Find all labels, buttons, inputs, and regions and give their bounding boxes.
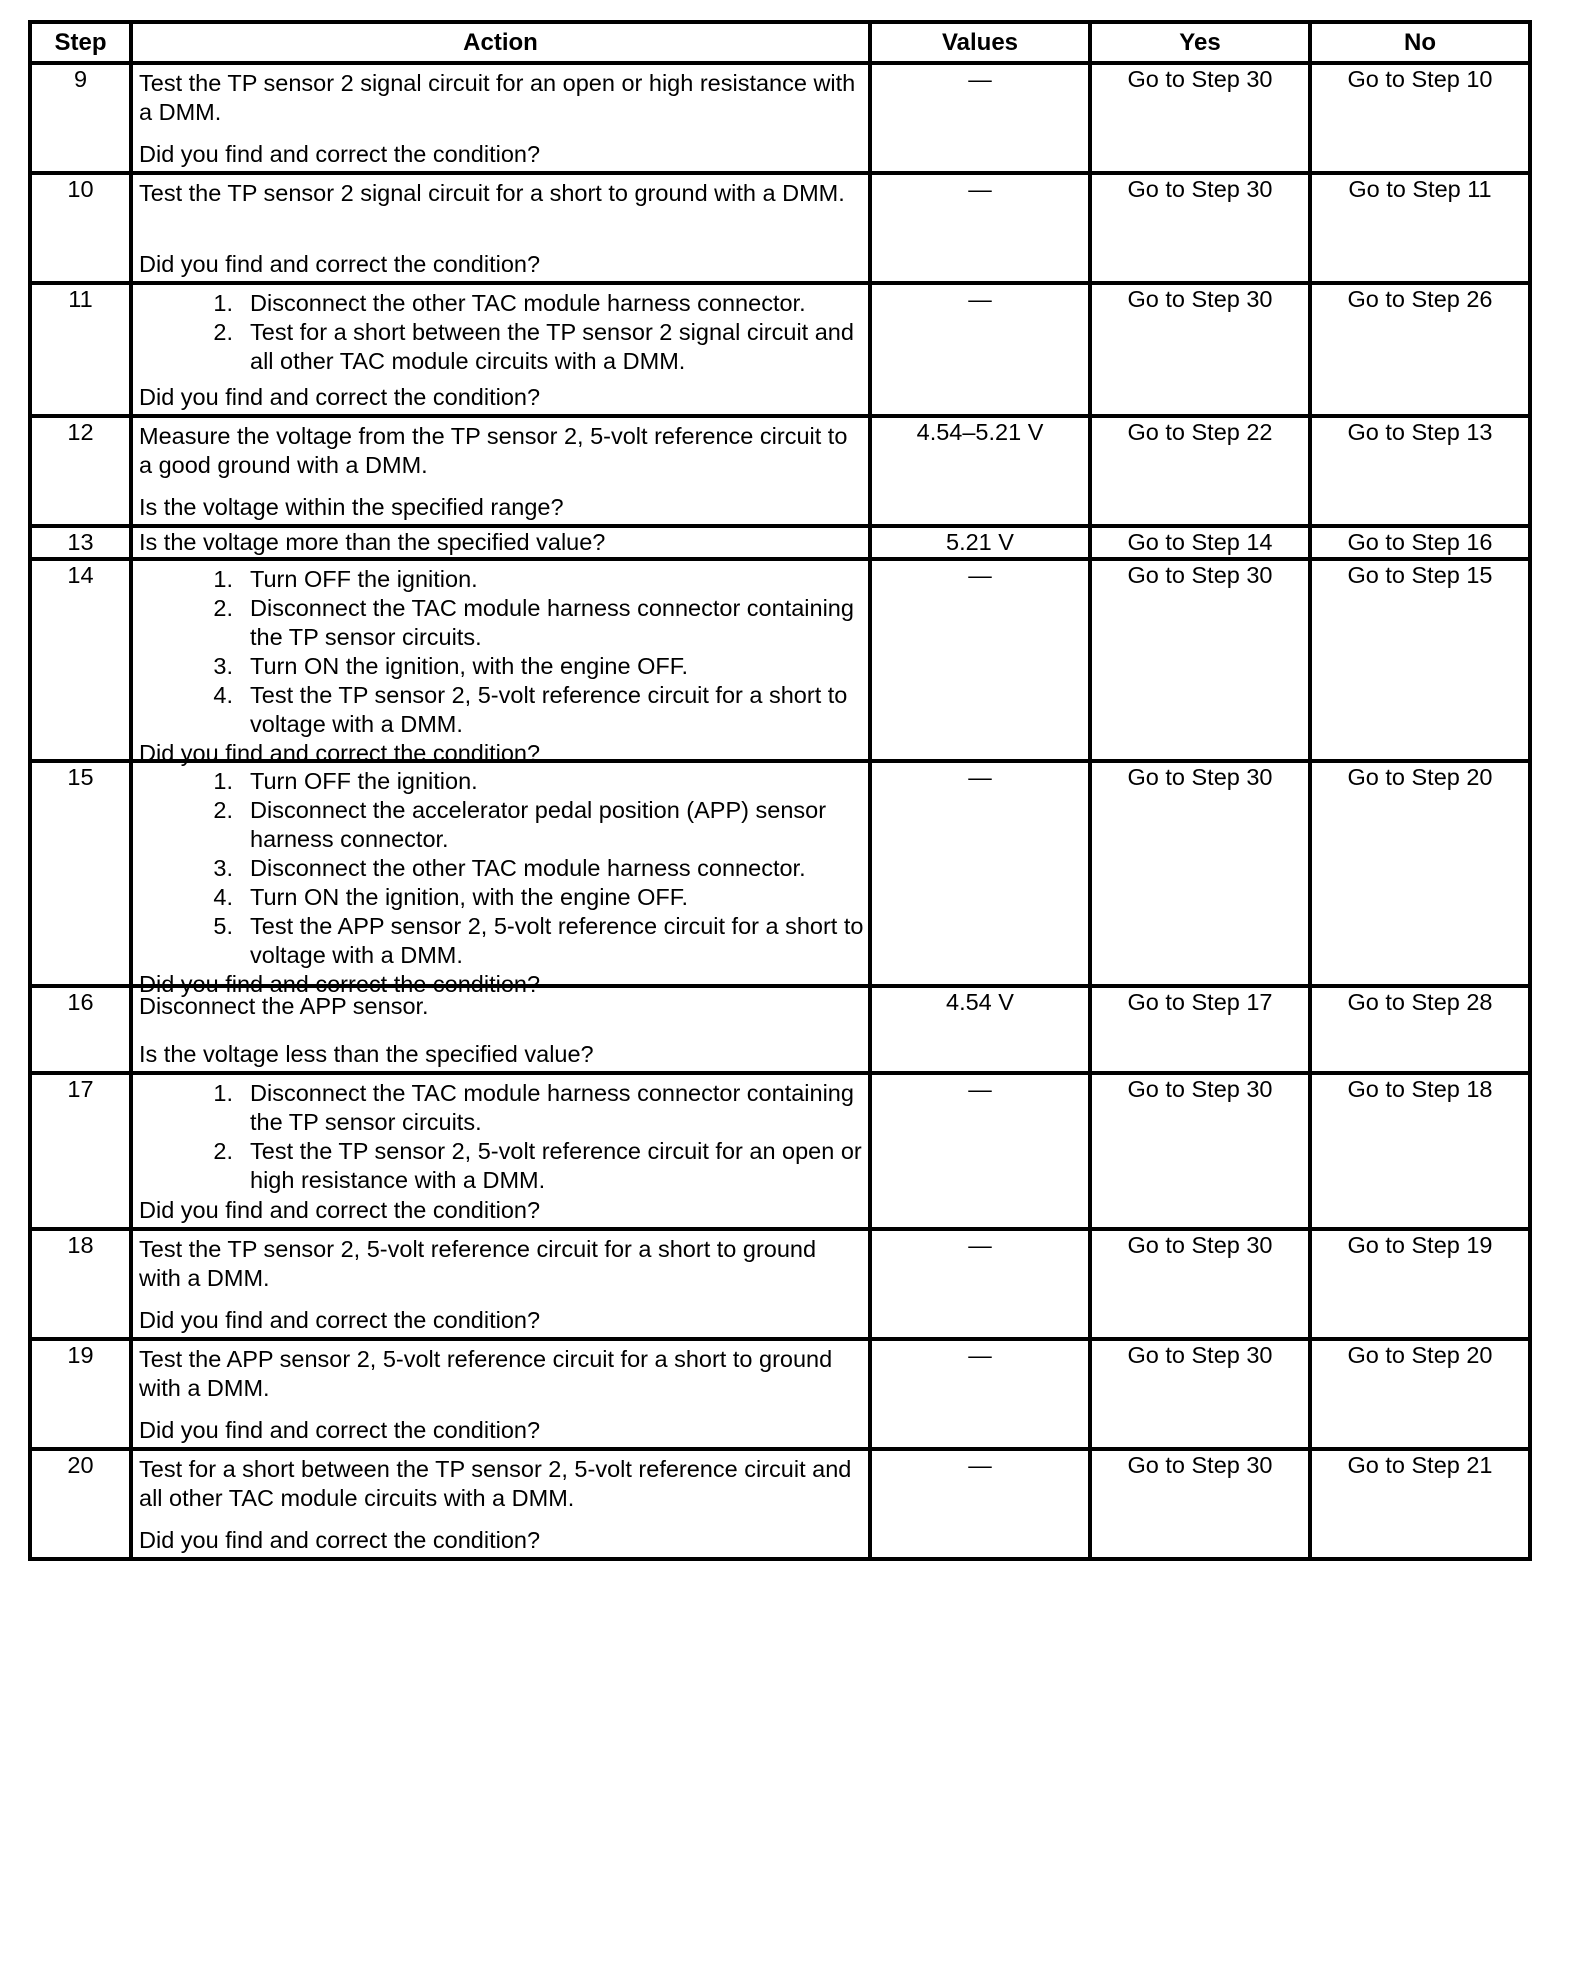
action-cell [131,559,870,766]
substep-text: Disconnect the other TAC module harness connector. [250,290,806,316]
values-cell: — [870,1229,1090,1339]
yes-cell: Go to Step 22 [1090,416,1310,526]
step-number: 14 [30,559,131,761]
action-question: Is the voltage more than the specified value? [139,529,606,555]
substep-list [139,767,864,970]
substep-text: Test for a short between the TP sensor 2 signal circuit and all other TAC module circuits with a DMM. [250,319,854,374]
header-step: Step [30,22,131,63]
substep-number: 4. [213,884,233,910]
table-row [30,526,1530,559]
values-cell: — [870,761,1090,986]
substep-list [139,1079,864,1195]
header-no: No [1310,22,1530,63]
no-cell: Go to Step 18 [1310,1073,1530,1229]
substep-text: Disconnect the TAC module harness connector containing the TP sensor circuits. [250,595,854,650]
substep-number: 3. [213,653,233,679]
substep-list [139,565,864,739]
action-text: Test for a short between the TP sensor 2, 5-volt reference circuit and all other TAC module circuits with a DMM. [139,1456,852,1511]
substep-number: 3. [213,855,233,881]
action-cell [131,1339,870,1449]
substep-text: Turn OFF the ignition. [250,768,478,794]
step-number: 15 [30,761,131,986]
values-cell: — [870,173,1090,283]
substep-text: Test the TP sensor 2, 5-volt reference circuit for an open or high resistance with a DMM. [250,1138,862,1193]
no-cell: Go to Step 20 [1310,1339,1530,1449]
substep [139,854,864,883]
step-number: 19 [30,1339,131,1449]
table-row [30,173,1530,283]
substep [139,318,864,376]
substep-number: 1. [213,768,233,794]
substep-number: 2. [213,319,233,345]
substep [139,796,864,854]
yes-cell: Go to Step 30 [1090,1449,1310,1559]
header-action: Action [131,22,870,63]
table-header [30,22,1530,63]
step-number: 12 [30,416,131,526]
action-question: Did you find and correct the condition? [139,384,541,410]
values-cell: 5.21 V [870,526,1090,559]
table-row [30,283,1530,416]
table-row [30,559,1530,761]
yes-cell: Go to Step 30 [1090,283,1310,416]
values-cell: 4.54 V [870,986,1090,1073]
yes-cell: Go to Step 14 [1090,526,1310,559]
substep-number: 1. [213,1080,233,1106]
substep-text: Turn ON the ignition, with the engine OFF. [250,884,689,910]
no-cell: Go to Step 19 [1310,1229,1530,1339]
values-cell: — [870,283,1090,416]
no-cell: Go to Step 15 [1310,559,1530,761]
action-text: Test the TP sensor 2 signal circuit for an open or high resistance with a DMM. [139,70,856,125]
table-row [30,416,1530,526]
no-cell: Go to Step 28 [1310,986,1530,1073]
substep [139,594,864,652]
action-question: Is the voltage within the specified range? [139,494,564,520]
action-text: Test the TP sensor 2 signal circuit for a short to ground with a DMM. [139,180,845,206]
substep [139,883,864,912]
yes-cell: Go to Step 30 [1090,761,1310,986]
yes-cell: Go to Step 30 [1090,559,1310,761]
substep-number: 1. [213,566,233,592]
values-cell: — [870,1073,1090,1229]
no-cell: Go to Step 13 [1310,416,1530,526]
action-cell [131,1073,870,1229]
table-row [30,1449,1530,1559]
action-cell [131,761,870,997]
step-number: 17 [30,1073,131,1229]
action-cell [131,526,870,559]
action-question: Did you find and correct the condition? [139,740,541,766]
action-question: Did you find and correct the condition? [139,1307,541,1333]
action-text: Disconnect the APP sensor. [139,993,429,1019]
no-cell: Go to Step 16 [1310,526,1530,559]
yes-cell: Go to Step 30 [1090,1339,1310,1449]
substep [139,652,864,681]
no-cell: Go to Step 20 [1310,761,1530,986]
action-cell [131,1229,870,1339]
yes-cell: Go to Step 30 [1090,173,1310,283]
substep-number: 5. [213,913,233,939]
yes-cell: Go to Step 17 [1090,986,1310,1073]
no-cell: Go to Step 10 [1310,63,1530,173]
substep [139,1079,864,1137]
substep-number: 2. [213,797,233,823]
substep-text: Disconnect the TAC module harness connector containing the TP sensor circuits. [250,1080,854,1135]
substep-text: Turn ON the ignition, with the engine OFF. [250,653,689,679]
substep-number: 4. [213,682,233,708]
header-values: Values [870,22,1090,63]
step-number: 16 [30,986,131,1073]
values-cell: — [870,1339,1090,1449]
table-row [30,761,1530,986]
step-number: 9 [30,63,131,173]
diagnostic-table [28,20,1532,1561]
table-row [30,986,1530,1073]
yes-cell: Go to Step 30 [1090,1073,1310,1229]
substep-text: Turn OFF the ignition. [250,566,478,592]
table-row [30,63,1530,173]
values-cell: 4.54–5.21 V [870,416,1090,526]
action-cell [131,1449,870,1559]
values-cell: — [870,1449,1090,1559]
action-question: Did you find and correct the condition? [139,141,541,167]
no-cell: Go to Step 26 [1310,283,1530,416]
substep [139,767,864,796]
substep-number: 2. [213,595,233,621]
step-number: 20 [30,1449,131,1559]
action-cell [131,416,870,526]
substep-number: 1. [213,290,233,316]
substep-text: Disconnect the accelerator pedal position (APP) sensor harness connector. [250,797,827,852]
substep-text: Test the TP sensor 2, 5-volt reference circuit for a short to voltage with a DMM. [250,682,848,737]
action-cell [131,986,870,1073]
action-question: Did you find and correct the condition? [139,971,541,997]
step-number: 13 [30,526,131,559]
action-question: Is the voltage less than the specified value? [139,1041,594,1067]
substep-text: Disconnect the other TAC module harness connector. [250,855,806,881]
action-question: Did you find and correct the condition? [139,251,541,277]
action-cell [131,283,870,416]
values-cell: — [870,63,1090,173]
substep [139,1137,864,1195]
action-question: Did you find and correct the condition? [139,1197,541,1223]
header-row [30,22,1530,63]
action-cell [131,173,870,283]
no-cell: Go to Step 21 [1310,1449,1530,1559]
substep-list [139,289,864,376]
yes-cell: Go to Step 30 [1090,1229,1310,1339]
table-row [30,1073,1530,1229]
action-text: Test the TP sensor 2, 5-volt reference circuit for a short to ground with a DMM. [139,1236,817,1291]
step-number: 10 [30,173,131,283]
substep [139,289,864,318]
step-number: 18 [30,1229,131,1339]
table-body [30,63,1530,1559]
no-cell: Go to Step 11 [1310,173,1530,283]
table-row [30,1339,1530,1449]
substep [139,681,864,739]
step-number: 11 [30,283,131,416]
substep-text: Test the APP sensor 2, 5-volt reference circuit for a short to voltage with a DMM. [250,913,864,968]
action-text: Measure the voltage from the TP sensor 2, 5-volt reference circuit to a good ground with a DMM. [139,423,848,478]
action-text: Test the APP sensor 2, 5-volt reference circuit for a short to ground with a DMM. [139,1346,833,1401]
yes-cell: Go to Step 30 [1090,63,1310,173]
substep-number: 2. [213,1138,233,1164]
substep [139,565,864,594]
substep [139,912,864,970]
action-question: Did you find and correct the condition? [139,1527,541,1553]
values-cell: — [870,559,1090,761]
header-yes: Yes [1090,22,1310,63]
action-question: Did you find and correct the condition? [139,1417,541,1443]
action-cell [131,63,870,173]
table-row [30,1229,1530,1339]
